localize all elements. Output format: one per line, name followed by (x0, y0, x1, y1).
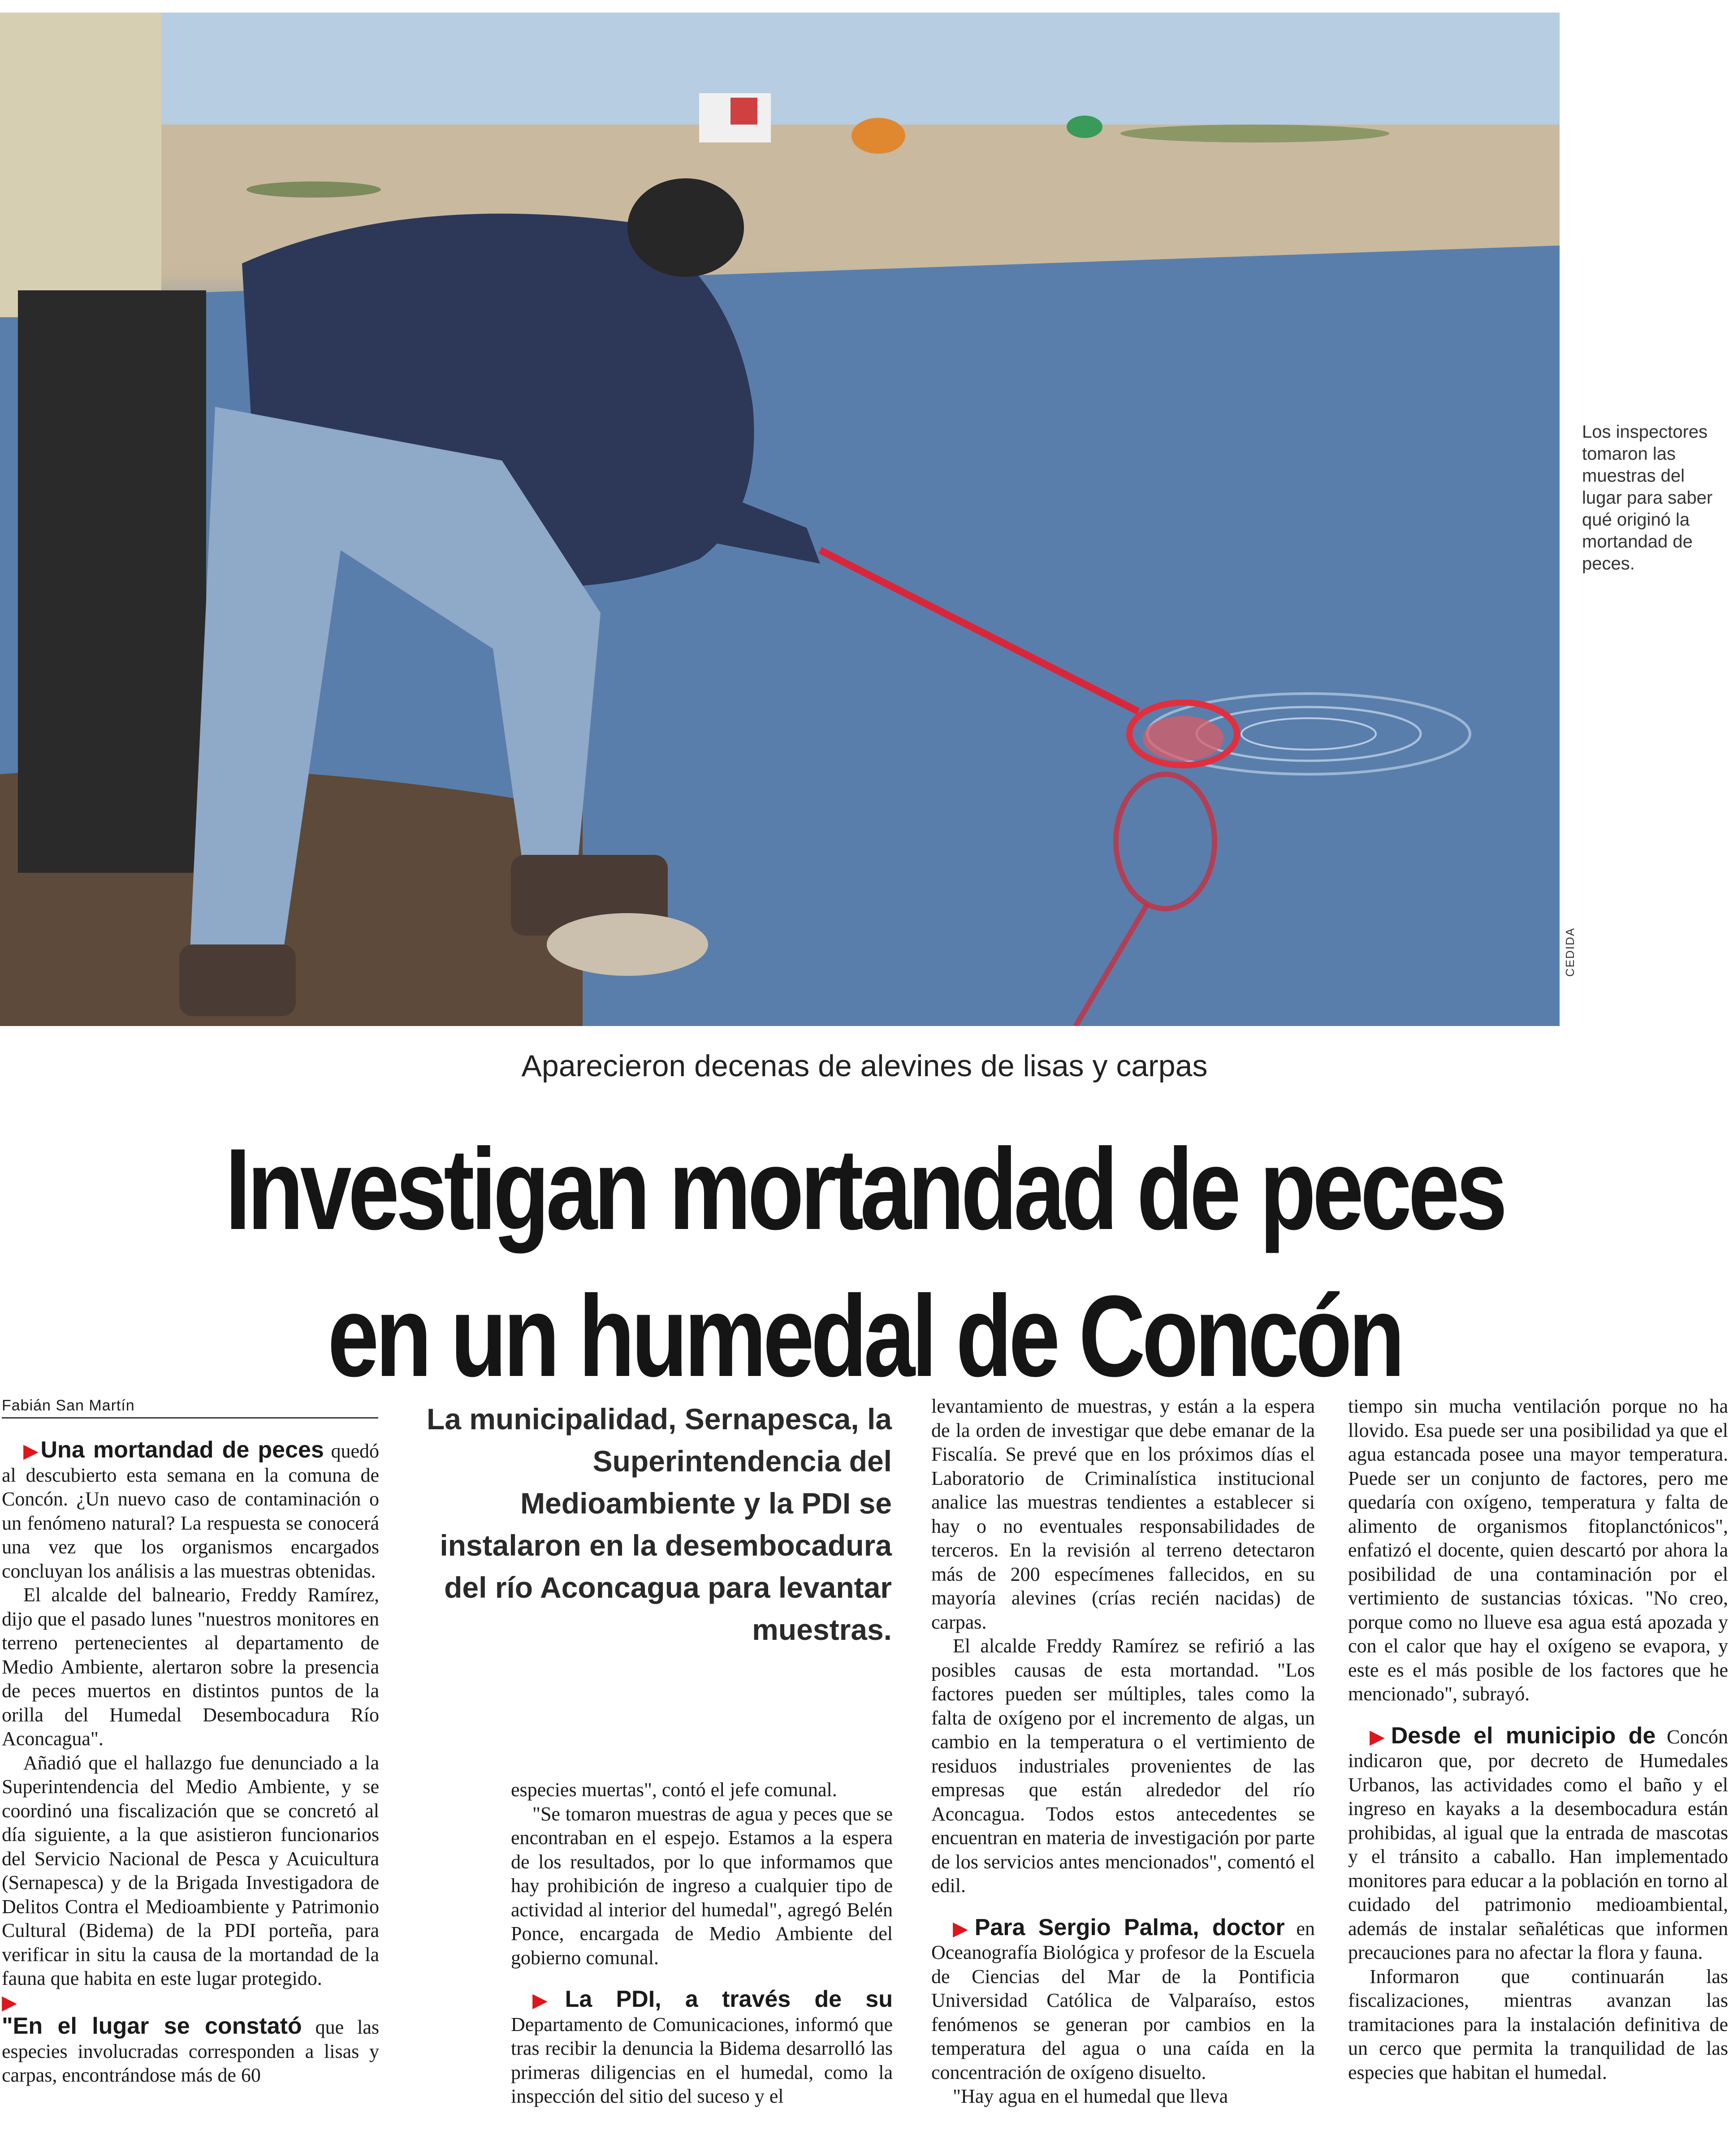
lead-in: La PDI, a través de su (565, 1986, 893, 2012)
photo-caption: Los inspectores tomaron las muestras del lugar para saber qué originó la mortandad de peces. (1582, 422, 1713, 573)
article-byline: Fabián San Martín (2, 1397, 378, 1419)
paragraph-text: que las especies involucradas corresponden a lisas y carpas, encontrándose más de 60 (2, 2016, 379, 2086)
paragraph: Informaron que continuarán las fiscalizaciones, mientras avanzan las tramitaciones para la instalación definitiva de un cerco que permita la tranquilidad de las especies que habitan el humedal. (1348, 1965, 1728, 2083)
article-kicker: Aparecieron decenas de alevines de lisas y carpas (521, 1049, 1208, 1083)
red-triangle-icon: ▶ (23, 1440, 41, 1462)
paragraph: levantamiento de muestras, y están a la espera de la orden de investigar que debe emanar de la Fiscalía. Se prevé que en los próximos días el Laboratorio de Criminalística institucional analice las muestras tendientes a establecer si hay o no eventuales responsabilidades de terceros. En la revisión al terreno detectaron más de 200 especímenes fallecidos, en su mayoría alevines (crías recién nacidas) de carpas. (931, 1395, 1315, 1633)
article-headline (173, 1116, 1556, 1410)
red-triangle-icon: ▶ (532, 1989, 565, 2012)
article-column-4 (1348, 1394, 1728, 2084)
article-column-3 (931, 1394, 1315, 2109)
paragraph (2, 1991, 379, 2087)
paragraph: El alcalde Freddy Ramírez se refirió a las posibles causas de esta mortandad. "Los factores pueden ser múltiples, tales como la falta de oxígeno por el incremento de algas, un cambio en la temperatura o el vertimiento de residuos industriales provenientes de las empresas que están alrededor del río Aconcagua. Todos estos antecedentes se encuentran en materia de investigación por parte de los servicios antes mencionados", comentó el edil. (931, 1635, 1315, 1897)
article-column-1 (2, 1438, 379, 2087)
paragraph: especies muertas", contó el jefe comunal. (511, 1779, 837, 1801)
paragraph-text: Departamento de Comunicaciones, informó que tras recibir la denuncia la Bidema desarrolló las primeras diligencias en el humedal, como la inspección del sitio del suceso y el (511, 2013, 893, 2107)
paragraph: Añadió que el hallazgo fue denunciado a la Superintendencia del Medio Ambiente, y se coordinó una fiscalización que se concretó al día siguiente, a la que asistieron funcionarios del Servicio Nacional de Pesca y Acuicultura (Sernapesca) y de la Brigada Investigadora de Delitos Contra el Medioambiente y Patrimonio Cultural (Bidema) de la PDI porteña, para verificar in situ la causa de la mortandad de la fauna que habita en este lugar protegido. (2, 1751, 379, 1989)
lead-in: Desde el municipio de (1391, 1722, 1656, 1749)
paragraph (511, 1988, 893, 2109)
article-deck: La municipalidad, Sernapesca, la Superintendencia del Medioambiente y la PDI se instalaron en la desembocadura del río Aconcagua para levantar muestras. (426, 1402, 892, 1646)
paragraph: El alcalde del balneario, Freddy Ramírez, dijo que el pasado lunes "nuestros monitores en terreno pertenecientes al departamento de Medio Ambiente, alertaron sobre la presencia de peces muertos en distintos puntos de la orilla del Humedal Desembocadura Río Aconcagua". (2, 1584, 379, 1750)
paragraph (931, 1916, 1315, 2085)
paragraph: tiempo sin mucha ventilación porque no ha llovido. Esa puede ser una posibilidad ya que el agua estancada posee una mayor temperatura. Puede ser un conjunto de factores, pero me quedaría con oxígeno, temperatura y falta de alimento de organismos fitoplanctónicos", enfatizó el docente, quien descartó por ahora la posibilidad de una contaminación por el vertimiento de sustancias tóxicas. "No creo, porque como no llueve esa agua está apozada y con el calor que hay el oxígeno se evapora, y este es el más posible de los factores que he mencionado", subrayó. (1348, 1395, 1728, 1705)
photo-scene (0, 13, 1560, 1026)
headline-line-2: en un humedal de Concón (327, 1271, 1402, 1401)
lead-in: Una mortandad de peces (40, 1437, 324, 1463)
lead-in: "En el lugar se constató (2, 2013, 302, 2039)
paragraph (1348, 1724, 1728, 1965)
red-triangle-icon: ▶ (953, 1917, 975, 1940)
red-triangle-icon: ▶ (1370, 1725, 1391, 1748)
headline-line-1: Investigan mortandad de peces (225, 1124, 1504, 1254)
paragraph: "Hay agua en el humedal que lleva (953, 2085, 1228, 2107)
red-triangle-icon: ▶ (2, 1991, 17, 2014)
lead-in: Para Sergio Palma, doctor (974, 1914, 1285, 1940)
article-column-2 (511, 1778, 893, 2109)
paragraph: "Se tomaron muestras de agua y peces que se encontraban en el espejo. Estamos a la espera de los resultados, por lo que informamos que hay prohibición de ingreso a cualquier tipo de actividad al interior del humedal", agregó Belén Ponce, encargada de Medio Ambiente del gobierno comunal. (511, 1802, 893, 1969)
paragraph-text: Concón indicaron que, por decreto de Humedales Urbanos, las actividades como el baño y el ingreso en kayaks a la desembocadura están prohibidas, al igual que la entrada de mascotas y el tránsito a caballo. Han implementado monitores para educar a la población en torno al cuidado del patrimonio medioambiental, además de instalar señaléticas que informen precauciones para no afectar la flora y fauna. (1348, 1725, 1728, 1963)
paragraph-text: en Oceanografía Biológica y profesor de la Escuela de Ciencias del Mar de la Pontificia Universidad Católica de Valparaíso, estos fenómenos se generan por cambios en la temperatura del agua o una caída en la concentración de oxígeno disuelto. (931, 1917, 1315, 2083)
photo-credit: CEDIDA (1563, 927, 1577, 977)
paragraph (2, 1438, 379, 1583)
paragraph-text: quedó al descubierto esta semana en la comuna de Concón. ¿Un nuevo caso de contaminación o un fenómeno natural? La respuesta se conocerá una vez que los organismos encargados concluyan los análisis a las muestras obtenidas. (2, 1440, 380, 1582)
article-photo (0, 13, 1560, 1026)
